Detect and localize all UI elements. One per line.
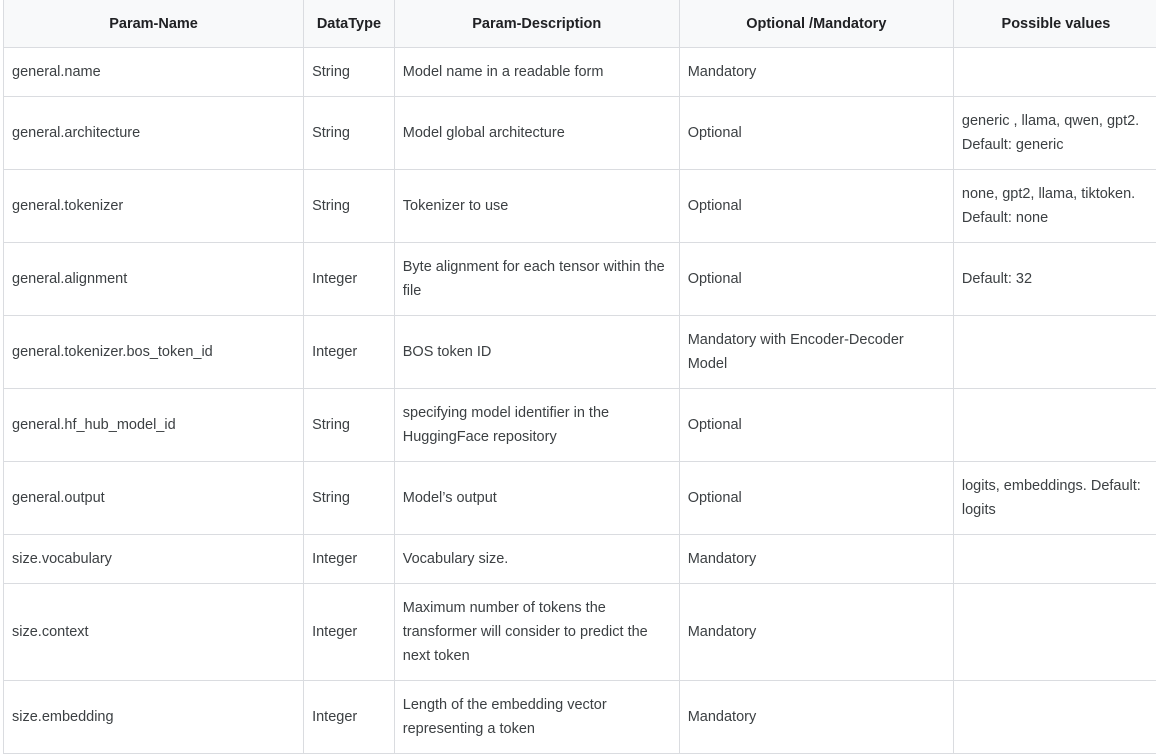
cell-possible-values (953, 389, 1156, 462)
cell-description: Model name in a readable form (394, 48, 679, 97)
cell-param-name: general.alignment (4, 243, 304, 316)
cell-datatype: String (304, 389, 395, 462)
cell-possible-values: logits, embeddings. Default: logits (953, 462, 1156, 535)
cell-optional-mandatory: Mandatory (679, 535, 953, 584)
table-row (4, 584, 1156, 681)
header-optional-mandatory: Optional /Mandatory (679, 0, 953, 48)
cell-optional-mandatory: Optional (679, 170, 953, 243)
cell-optional-mandatory: Optional (679, 243, 953, 316)
table-row (4, 462, 1156, 535)
table-row (4, 170, 1156, 243)
cell-param-name: general.architecture (4, 97, 304, 170)
cell-possible-values (953, 681, 1156, 754)
table-row (4, 48, 1156, 97)
cell-description: specifying model identifier in the HuggingFace repository (394, 389, 679, 462)
cell-description: Maximum number of tokens the transformer will consider to predict the next token (394, 584, 679, 681)
cell-param-name: general.tokenizer.bos_token_id (4, 316, 304, 389)
cell-param-name: general.hf_hub_model_id (4, 389, 304, 462)
parameter-table (3, 0, 1156, 754)
cell-param-name: size.embedding (4, 681, 304, 754)
cell-optional-mandatory: Mandatory (679, 681, 953, 754)
cell-possible-values: Default: 32 (953, 243, 1156, 316)
table-body (4, 48, 1156, 754)
cell-possible-values (953, 48, 1156, 97)
cell-description: Model global architecture (394, 97, 679, 170)
cell-description: Vocabulary size. (394, 535, 679, 584)
table-row (4, 681, 1156, 754)
cell-datatype: Integer (304, 316, 395, 389)
cell-possible-values (953, 584, 1156, 681)
cell-optional-mandatory: Mandatory (679, 584, 953, 681)
cell-datatype: Integer (304, 584, 395, 681)
cell-datatype: Integer (304, 535, 395, 584)
cell-optional-mandatory: Mandatory (679, 48, 953, 97)
header-row (4, 0, 1156, 48)
cell-param-name: general.name (4, 48, 304, 97)
header-param-name: Param-Name (4, 0, 304, 48)
table-row (4, 97, 1156, 170)
header-datatype: DataType (304, 0, 395, 48)
cell-param-name: general.tokenizer (4, 170, 304, 243)
cell-optional-mandatory: Optional (679, 389, 953, 462)
table-row (4, 389, 1156, 462)
cell-param-name: general.output (4, 462, 304, 535)
cell-datatype: Integer (304, 681, 395, 754)
cell-optional-mandatory: Optional (679, 97, 953, 170)
header-param-description: Param-Description (394, 0, 679, 48)
cell-param-name: size.context (4, 584, 304, 681)
header-possible-values: Possible values (953, 0, 1156, 48)
cell-datatype: String (304, 462, 395, 535)
table-row (4, 243, 1156, 316)
cell-description: Tokenizer to use (394, 170, 679, 243)
cell-possible-values (953, 316, 1156, 389)
cell-param-name: size.vocabulary (4, 535, 304, 584)
cell-possible-values: none, gpt2, llama, tiktoken. Default: none (953, 170, 1156, 243)
cell-datatype: String (304, 97, 395, 170)
cell-possible-values (953, 535, 1156, 584)
cell-description: Length of the embedding vector representing a token (394, 681, 679, 754)
cell-datatype: String (304, 48, 395, 97)
cell-datatype: Integer (304, 243, 395, 316)
cell-optional-mandatory: Mandatory with Encoder-Decoder Model (679, 316, 953, 389)
cell-description: Byte alignment for each tensor within the file (394, 243, 679, 316)
cell-description: BOS token ID (394, 316, 679, 389)
cell-possible-values: generic , llama, qwen, gpt2. Default: generic (953, 97, 1156, 170)
table-row (4, 535, 1156, 584)
table-row (4, 316, 1156, 389)
cell-optional-mandatory: Optional (679, 462, 953, 535)
cell-description: Model’s output (394, 462, 679, 535)
table-header (4, 0, 1156, 48)
cell-datatype: String (304, 170, 395, 243)
